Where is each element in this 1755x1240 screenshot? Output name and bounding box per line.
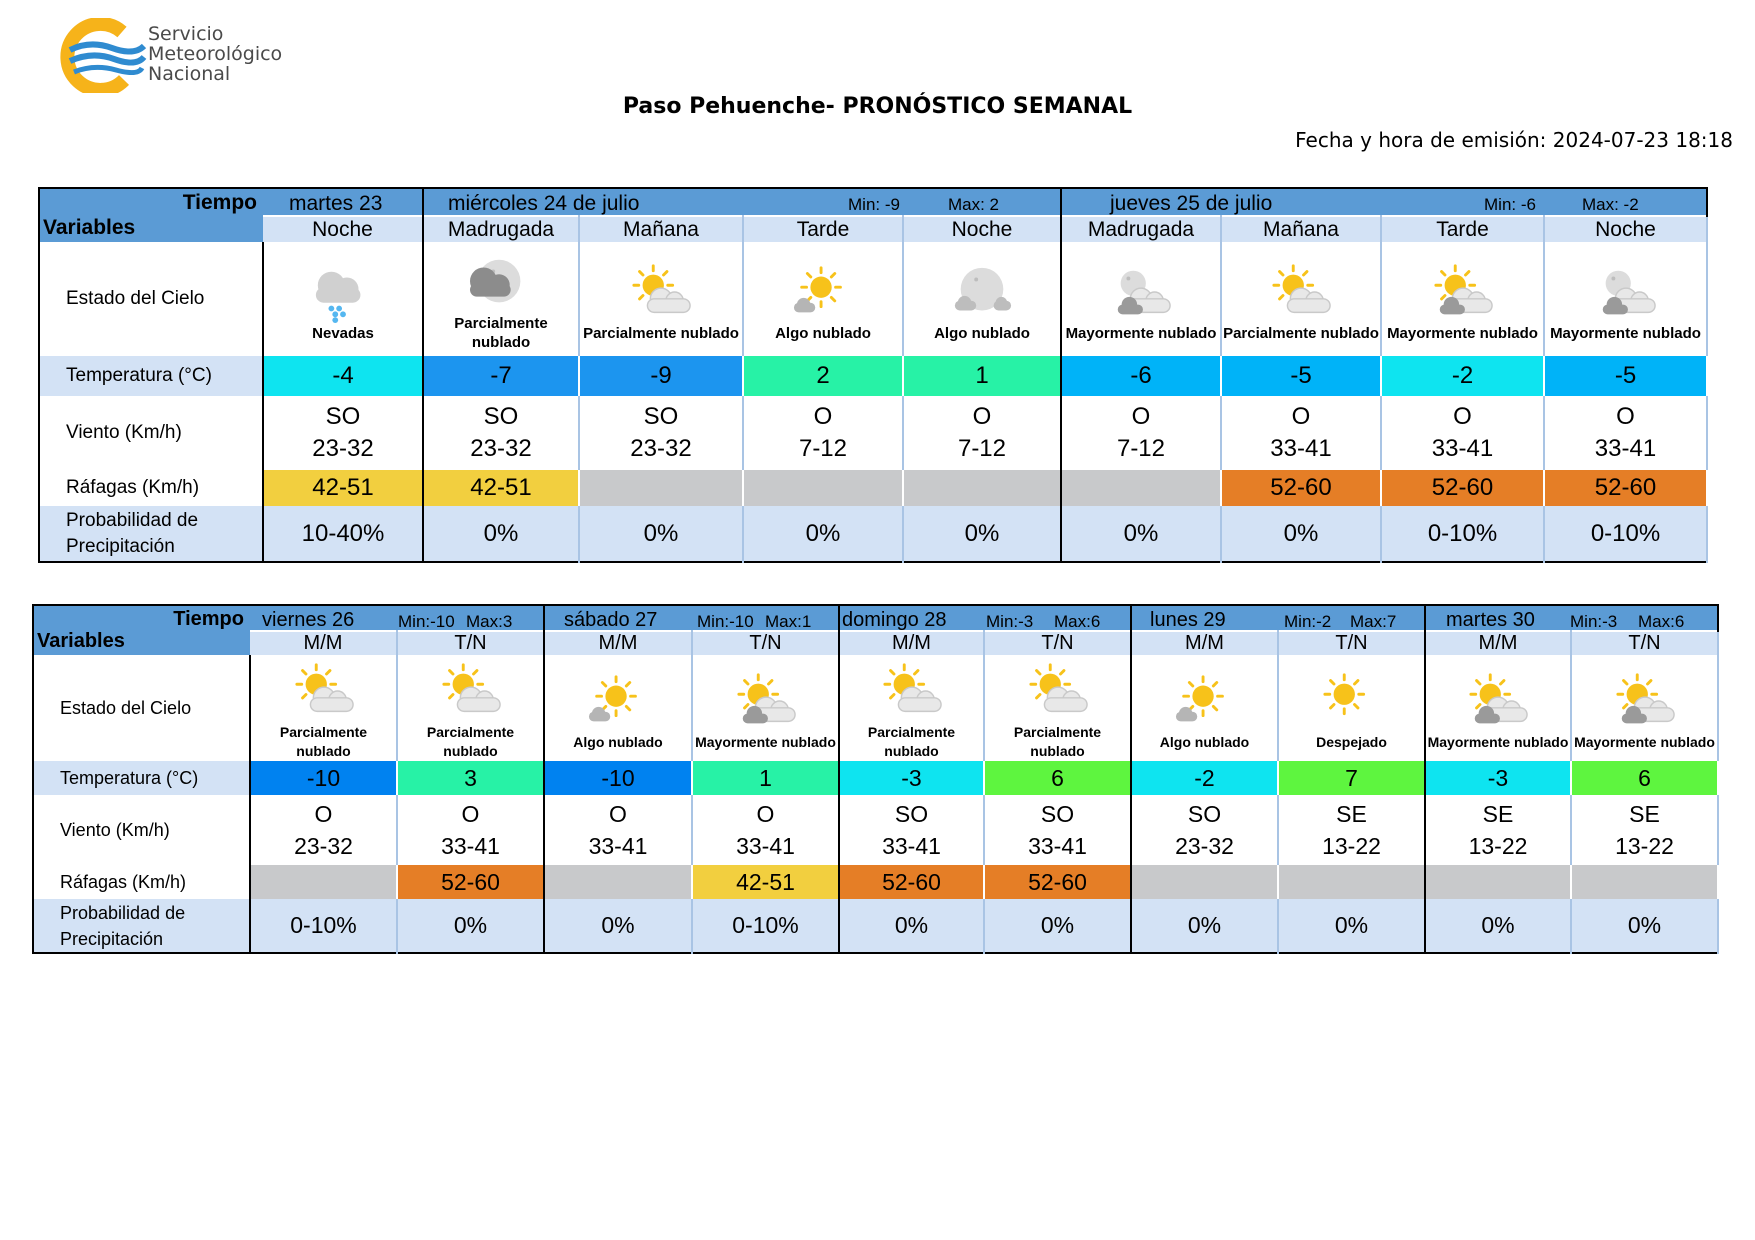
wind-cell xyxy=(1278,795,1425,865)
wind-direction: SE xyxy=(1629,801,1660,827)
sky-condition: Parcialmente nublado xyxy=(867,724,956,759)
precip-probability: 0% xyxy=(544,899,692,953)
row-label-temp: Temperatura (°C) xyxy=(33,761,250,795)
min-temp: Min:-10 xyxy=(697,612,754,631)
gust-value xyxy=(743,470,903,506)
sky-condition: Despejado xyxy=(1316,733,1387,750)
max-temp: Max: 2 xyxy=(948,195,1000,214)
temperature-value: -9 xyxy=(579,356,743,396)
row-label-gust: Ráfagas (Km/h) xyxy=(39,470,263,506)
wind-speed: 33-41 xyxy=(441,833,500,859)
sky-cell xyxy=(263,242,423,356)
wind-direction: SO xyxy=(1187,801,1222,827)
wind-speed: 13-22 xyxy=(1468,833,1528,859)
gust-value: 52-60 xyxy=(1221,470,1381,506)
period-header: T/N xyxy=(984,631,1131,655)
min-temp: Min:-3 xyxy=(1570,612,1618,631)
precip-probability: 0% xyxy=(1425,899,1571,953)
temperature-value: 6 xyxy=(1571,761,1718,795)
gust-value xyxy=(903,470,1061,506)
temperature-value: -10 xyxy=(250,761,397,795)
tiempo-label: Tiempo xyxy=(173,608,244,630)
period-header: M/M xyxy=(839,631,984,655)
wind-cell xyxy=(903,396,1061,470)
sky-cell xyxy=(1061,242,1221,356)
min-temp: Min:-2 xyxy=(1284,612,1332,631)
wind-direction: SO xyxy=(325,403,361,430)
day-header: miércoles 24 de julio Min: -9 Max: 2 xyxy=(423,188,1061,216)
gust-value xyxy=(579,470,743,506)
period-header: M/M xyxy=(1425,631,1571,655)
sun-cloud-icon xyxy=(431,661,511,723)
wind-direction: O xyxy=(1291,403,1311,430)
max-temp: Max:6 xyxy=(1054,612,1101,631)
wind-cell xyxy=(263,396,423,470)
gust-value: 52-60 xyxy=(1544,470,1707,506)
period-header: Madrugada xyxy=(1061,216,1221,242)
sun-icon xyxy=(1312,671,1392,733)
precip-probability: 0% xyxy=(839,899,984,953)
max-temp: Max:7 xyxy=(1350,612,1397,631)
gust-value: 52-60 xyxy=(397,865,544,899)
precip-probability: 0% xyxy=(984,899,1131,953)
wind-cell xyxy=(743,396,903,470)
day-header: lunes 29 Min:-2 Max:7 xyxy=(1131,605,1425,631)
wind-speed: 13-22 xyxy=(1615,833,1674,859)
wind-speed: 7-12 xyxy=(798,435,848,462)
wind-cell xyxy=(250,795,397,865)
sky-condition: Mayormente nublado xyxy=(695,733,836,750)
period-header: M/M xyxy=(1131,631,1278,655)
row-label-wind: Viento (Km/h) xyxy=(33,795,250,865)
sky-condition: Algo nublado xyxy=(573,733,663,750)
gust-value xyxy=(1571,865,1718,899)
wind-cell xyxy=(1571,795,1718,865)
gust-value xyxy=(250,865,397,899)
precip-probability: 0% xyxy=(579,506,743,562)
sky-cell xyxy=(903,242,1061,356)
forecast-table-1 xyxy=(38,187,1708,563)
temperature-value: -7 xyxy=(423,356,579,396)
gust-value xyxy=(1425,865,1571,899)
wind-speed: 33-41 xyxy=(1028,833,1087,859)
gust-value: 42-51 xyxy=(692,865,839,899)
temperature-value: 6 xyxy=(984,761,1131,795)
wind-speed: 33-41 xyxy=(588,833,648,859)
sky-cell xyxy=(397,655,544,761)
sky-condition: Parcialmente nublado xyxy=(426,724,515,759)
temperature-value: -2 xyxy=(1381,356,1544,396)
sky-cell xyxy=(743,242,903,356)
row-label-prec: Probabilidad de Precipitación xyxy=(39,506,263,562)
sun-heavy-cloud-icon xyxy=(726,671,806,733)
wind-direction: O xyxy=(1453,403,1472,430)
sky-cell xyxy=(423,242,579,356)
day-header: jueves 25 de julio Min: -6 Max: -2 xyxy=(1061,188,1707,216)
wind-speed: 33-41 xyxy=(1270,435,1332,462)
period-header: M/M xyxy=(544,631,692,655)
sky-cell xyxy=(1131,655,1278,761)
sky-cell xyxy=(1381,242,1544,356)
emission-datetime: Fecha y hora de emisión: 2024-07-23 18:18 xyxy=(1295,128,1733,152)
sun-small-cloud-icon xyxy=(1165,671,1245,733)
wind-direction: SE xyxy=(1482,801,1514,827)
wind-direction: O xyxy=(461,801,480,827)
temperature-value: 1 xyxy=(692,761,839,795)
gust-value: 42-51 xyxy=(263,470,423,506)
sky-condition: Mayormente nublado xyxy=(1574,733,1715,750)
gust-value xyxy=(544,865,692,899)
sun-small-cloud-icon xyxy=(783,262,863,324)
sky-condition: Parcialmente nublado xyxy=(583,324,739,342)
sky-condition: Algo nublado xyxy=(775,324,871,342)
sky-condition: Parcialmente nublado xyxy=(1013,724,1102,759)
precip-probability: 10-40% xyxy=(263,506,423,562)
wind-cell xyxy=(1221,396,1381,470)
moon-heavy-cloud-icon xyxy=(1101,262,1181,324)
row-label-sky: Estado del Cielo xyxy=(33,655,250,761)
day-header: martes 30 Min:-3 Max:6 xyxy=(1425,605,1718,631)
wind-direction: SO xyxy=(483,403,519,430)
max-temp: Max:3 xyxy=(466,612,513,631)
wind-cell xyxy=(579,396,743,470)
temperature-value: 1 xyxy=(903,356,1061,396)
wind-cell xyxy=(1131,795,1278,865)
temperature-value: -5 xyxy=(1221,356,1381,396)
sky-condition: Algo nublado xyxy=(934,324,1030,342)
sun-cloud-icon xyxy=(621,262,701,324)
wind-direction: O xyxy=(1616,403,1635,430)
moon-heavy-cloud-icon xyxy=(1586,262,1666,324)
wind-speed: 33-41 xyxy=(882,833,941,859)
row-label-sky: Estado del Cielo xyxy=(39,242,263,356)
wind-cell xyxy=(839,795,984,865)
wind-speed: 23-32 xyxy=(294,833,353,859)
period-header: T/N xyxy=(1278,631,1425,655)
forecast-table-2 xyxy=(32,604,1719,954)
sky-condition: Mayormente nublado xyxy=(1427,733,1569,750)
wind-direction: O xyxy=(813,403,833,430)
temperature-value: -3 xyxy=(839,761,984,795)
wind-direction: SE xyxy=(1336,801,1367,827)
period-header: M/M xyxy=(250,631,397,655)
gust-value: 52-60 xyxy=(839,865,984,899)
period-header: Noche xyxy=(1544,216,1707,242)
temperature-value: -5 xyxy=(1544,356,1707,396)
sky-cell xyxy=(984,655,1131,761)
wind-speed: 23-32 xyxy=(312,435,374,462)
wind-speed: 23-32 xyxy=(630,435,692,462)
variables-label: Variables xyxy=(43,216,136,239)
wind-cell xyxy=(423,396,579,470)
sun-cloud-icon xyxy=(1261,262,1341,324)
min-temp: Min:-10 xyxy=(398,612,455,631)
smn-logo-text: Servicio Meteorológico Nacional xyxy=(148,23,283,85)
period-header: Mañana xyxy=(579,216,743,242)
temperature-value: -4 xyxy=(263,356,423,396)
header-corner xyxy=(33,605,250,655)
period-header: Mañana xyxy=(1221,216,1381,242)
min-temp: Min: -9 xyxy=(848,195,900,214)
sky-cell xyxy=(1425,655,1571,761)
sky-cell xyxy=(692,655,839,761)
wind-cell xyxy=(1061,396,1221,470)
precip-probability: 0-10% xyxy=(250,899,397,953)
day-header: viernes 26 Min:-10 Max:3 xyxy=(250,605,544,631)
period-header: T/N xyxy=(397,631,544,655)
gust-value xyxy=(1278,865,1425,899)
temperature-value: -10 xyxy=(544,761,692,795)
wind-speed: 7-12 xyxy=(1116,435,1166,462)
sky-cell xyxy=(544,655,692,761)
tiempo-label: Tiempo xyxy=(182,191,257,214)
precip-probability: 0% xyxy=(1221,506,1381,562)
wind-speed: 23-32 xyxy=(1175,833,1234,859)
sky-condition: Algo nublado xyxy=(1159,733,1250,750)
variables-label: Variables xyxy=(37,630,125,652)
sky-cell xyxy=(579,242,743,356)
wind-speed: 13-22 xyxy=(1322,833,1381,859)
precip-probability: 0% xyxy=(1278,899,1425,953)
period-header: T/N xyxy=(692,631,839,655)
day-header: sábado 27 Min:-10 Max:1 xyxy=(544,605,839,631)
sky-condition: Parcialmente nublado xyxy=(1223,324,1379,342)
period-header: Tarde xyxy=(743,216,903,242)
sun-cloud-icon xyxy=(1018,661,1098,723)
wind-direction: O xyxy=(1131,403,1151,430)
page-title: Paso Pehuenche- PRONÓSTICO SEMANAL xyxy=(622,94,1133,119)
sky-cell xyxy=(1278,655,1425,761)
row-label-prec: Probabilidad de Precipitación xyxy=(33,899,250,953)
sun-heavy-cloud-icon xyxy=(1605,671,1685,733)
period-header: Madrugada xyxy=(423,216,579,242)
day-header: martes 23 xyxy=(263,188,423,216)
precip-probability: 0% xyxy=(1061,506,1221,562)
sun-heavy-cloud-icon xyxy=(1423,262,1503,324)
smn-logo-mark-icon xyxy=(52,18,147,93)
min-temp: Min:-3 xyxy=(986,612,1034,631)
temperature-value: -6 xyxy=(1061,356,1221,396)
temperature-value: 2 xyxy=(743,356,903,396)
temperature-value: -2 xyxy=(1131,761,1278,795)
sky-cell xyxy=(250,655,397,761)
period-header: T/N xyxy=(1571,631,1718,655)
smn-logo xyxy=(52,18,312,93)
wind-direction: O xyxy=(609,801,627,827)
sun-cloud-icon xyxy=(872,661,952,723)
precip-probability: 0-10% xyxy=(1544,506,1707,562)
precip-probability: 0% xyxy=(1131,899,1278,953)
period-header: Noche xyxy=(263,216,423,242)
temperature-value: 3 xyxy=(397,761,544,795)
sky-condition: Mayormente nublado xyxy=(1550,324,1701,342)
max-temp: Max: -2 xyxy=(1582,195,1639,214)
max-temp: Max:1 xyxy=(765,612,812,631)
period-header: Noche xyxy=(903,216,1061,242)
sun-cloud-icon xyxy=(284,661,364,723)
wind-speed: 7-12 xyxy=(957,435,1007,462)
sun-heavy-cloud-icon xyxy=(1458,671,1538,733)
row-label-gust: Ráfagas (Km/h) xyxy=(33,865,250,899)
sky-cell xyxy=(839,655,984,761)
precip-probability: 0% xyxy=(903,506,1061,562)
sky-condition: Parcialmente nublado xyxy=(454,315,548,351)
max-temp: Max:6 xyxy=(1638,612,1685,631)
day-header: domingo 28 Min:-3 Max:6 xyxy=(839,605,1131,631)
precip-probability: 0% xyxy=(743,506,903,562)
wind-speed: 23-32 xyxy=(470,435,532,462)
sky-cell xyxy=(1571,655,1718,761)
precip-probability: 0-10% xyxy=(1381,506,1544,562)
gust-value: 42-51 xyxy=(423,470,579,506)
sky-condition: Nevadas xyxy=(312,324,374,342)
wind-cell xyxy=(397,795,544,865)
gust-value xyxy=(1131,865,1278,899)
snow-cloud-icon xyxy=(303,262,383,324)
wind-cell xyxy=(544,795,692,865)
wind-cell xyxy=(984,795,1131,865)
sky-cell xyxy=(1544,242,1707,356)
precip-probability: 0% xyxy=(1571,899,1718,953)
sun-small-cloud-icon xyxy=(578,671,658,733)
wind-cell xyxy=(1381,396,1544,470)
temperature-value: -3 xyxy=(1425,761,1571,795)
wind-direction: SO xyxy=(894,801,929,827)
wind-cell xyxy=(692,795,839,865)
row-label-temp: Temperatura (°C) xyxy=(39,356,263,396)
sky-cell xyxy=(1221,242,1381,356)
header-corner xyxy=(39,188,263,242)
wind-cell xyxy=(1425,795,1571,865)
wind-direction: SO xyxy=(643,403,679,430)
wind-cell xyxy=(1544,396,1707,470)
precip-probability: 0-10% xyxy=(692,899,839,953)
sky-condition: Mayormente nublado xyxy=(1065,324,1217,342)
precip-probability: 0% xyxy=(423,506,579,562)
wind-speed: 33-41 xyxy=(1594,435,1657,462)
gust-value: 52-60 xyxy=(984,865,1131,899)
wind-direction: O xyxy=(756,801,775,827)
wind-speed: 33-41 xyxy=(736,833,795,859)
wind-speed: 33-41 xyxy=(1431,435,1494,462)
min-temp: Min: -6 xyxy=(1484,195,1536,214)
moon-small-cloud-icon xyxy=(942,262,1022,324)
gust-value xyxy=(1061,470,1221,506)
gust-value: 52-60 xyxy=(1381,470,1544,506)
wind-direction: O xyxy=(972,403,992,430)
precip-probability: 0% xyxy=(397,899,544,953)
moon-cloud-icon xyxy=(461,252,541,314)
wind-direction: SO xyxy=(1040,801,1075,827)
temperature-value: 7 xyxy=(1278,761,1425,795)
row-label-wind: Viento (Km/h) xyxy=(39,396,263,470)
sky-condition: Parcialmente nublado xyxy=(279,724,368,759)
wind-direction: O xyxy=(314,801,333,827)
sky-condition: Mayormente nublado xyxy=(1387,324,1538,342)
period-header: Tarde xyxy=(1381,216,1544,242)
